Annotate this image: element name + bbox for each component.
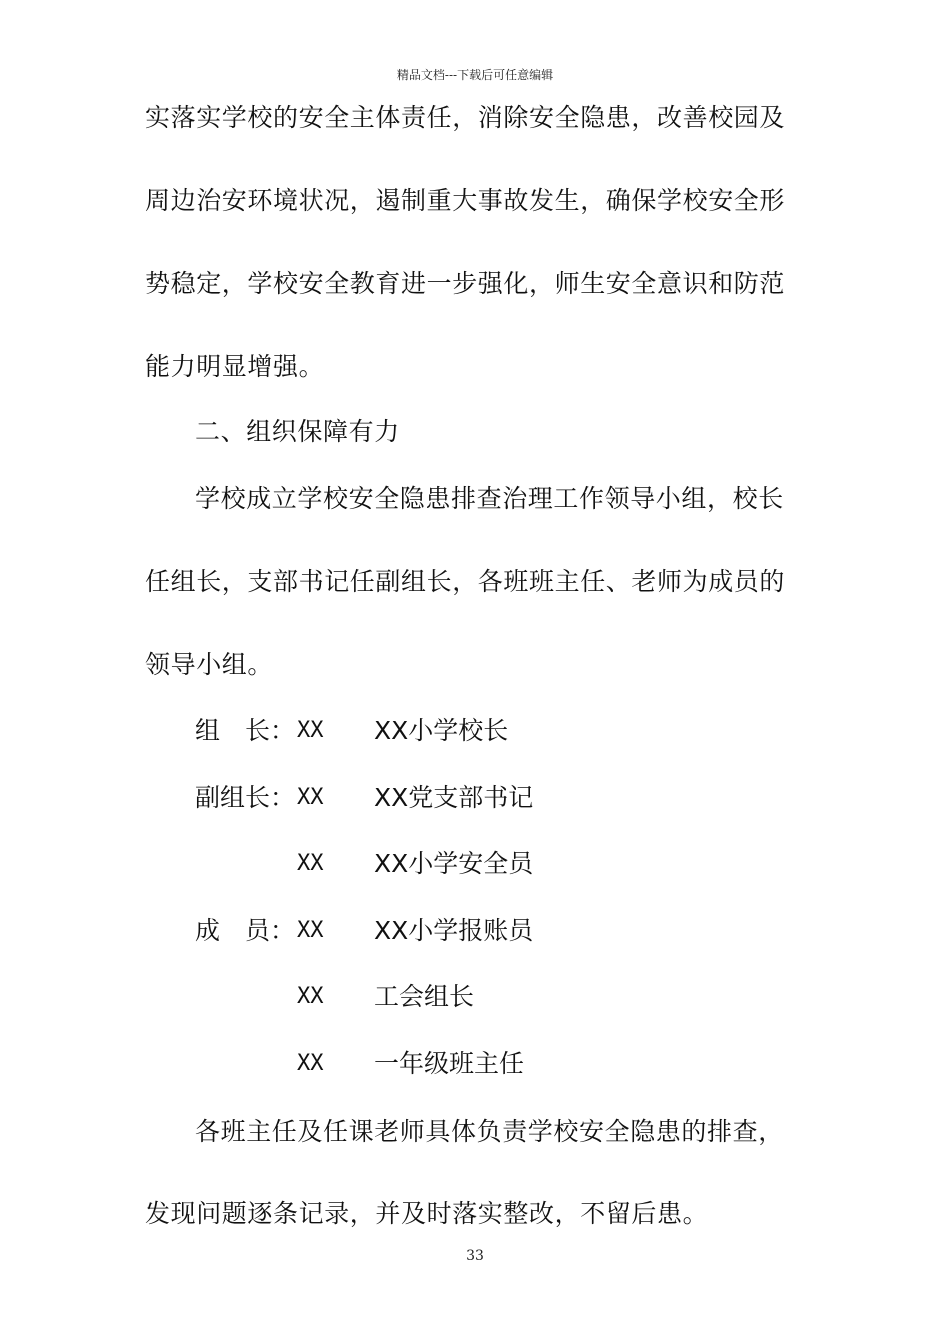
text-line: 任组长，支部书记任副组长，各班班主任、老师为成员的: [145, 567, 786, 596]
text-line: 势稳定，学校安全教育进一步强化，师生安全意识和防范: [145, 269, 786, 298]
text-line: 发现问题逐条记录，并及时落实整改，不留后患。: [145, 1199, 709, 1228]
member-name: XX: [297, 851, 324, 876]
member-title: XX小学安全员: [374, 849, 534, 878]
member-name: XX: [297, 918, 324, 943]
text-line: 能力明显增强。: [145, 352, 325, 381]
text-line: 周边治安环境状况，遏制重大事故发生，确保学校安全形: [145, 186, 786, 215]
page-number: 33: [466, 1248, 484, 1264]
member-role: 副组长：: [195, 783, 296, 812]
text-line: 实落实学校的安全主体责任，消除安全隐患，改善校园及: [145, 103, 786, 132]
member-name: XX: [297, 785, 324, 810]
member-title: XX小学报账员: [374, 916, 534, 945]
member-name: XX: [297, 1051, 324, 1076]
member-title: XX党支部书记: [374, 783, 534, 812]
member-title: 一年级班主任: [374, 1049, 525, 1078]
member-role: 成 员：: [195, 916, 296, 945]
member-name: XX: [297, 718, 324, 743]
page-header: 精品文档---下载后可任意编辑: [396, 68, 554, 82]
member-name: XX: [297, 984, 324, 1009]
member-title: XX小学校长: [374, 716, 509, 745]
section-heading: 二、组织保障有力: [195, 417, 400, 446]
text-line: 领导小组。: [145, 650, 274, 679]
member-title: 工会组长: [374, 982, 475, 1011]
text-line: 学校成立学校安全隐患排查治理工作领导小组，校长: [195, 484, 784, 513]
member-role: 组 长：: [195, 716, 296, 745]
text-line: 各班主任及任课老师具体负责学校安全隐患的排查，: [195, 1117, 784, 1146]
